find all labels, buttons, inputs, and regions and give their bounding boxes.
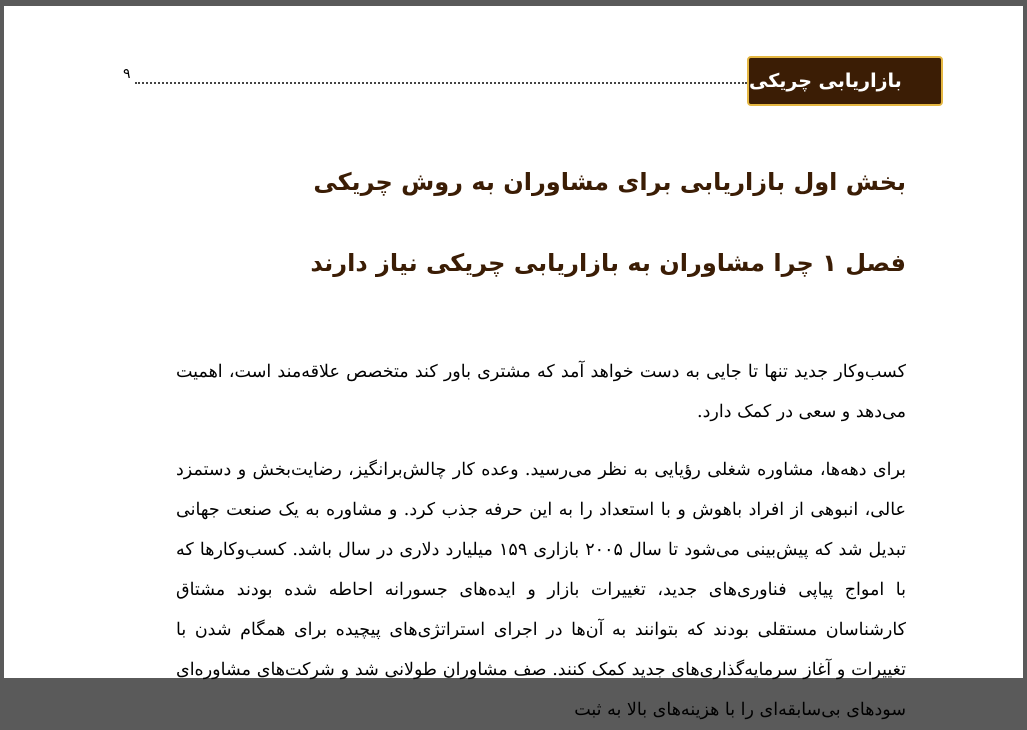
running-header (123, 56, 943, 108)
document-page (4, 6, 1023, 720)
dotted-leader (135, 82, 747, 84)
page-number: ۹ (123, 66, 131, 82)
part-heading: بخش اول بازاریابی برای مشاوران به روش چریکی (313, 168, 906, 196)
paragraph-main: برای دهه‌ها، مشاوره شغلی رؤیایی به نظر می‌رسید. وعده کار چالش‌برانگیز، رضایت‌بخش و دستمزد عالی، انبوهی از افراد باهوش و با استعداد را به این حرفه جذب کرد. و مشاوره به یک صنعت جهانی تبدیل شد که پیش‌بینی می‌شود تا سال ۲۰۰۵ بازاری ۱۵۹ میلیارد دلاری در سال باشد. کسب‌وکارها که با امواج پیاپی فناوری‌های جدید، تغییرات بازار و ایده‌های جسورانه احاطه شده بودند مشتاق کارشناسان مستقلی بودند که بتوانند به آن‌ها در اجرای استراتژی‌های پیچیده برای همگام شدن با تغییرات و آغاز سرمایه‌گذاری‌های جدید کمک کنند. صف مشاوران طولانی شد و شرکت‌های مشاوره‌ای سودهای بی‌سابقه‌ای را با هزینه‌های بالا به ثبت (176, 460, 907, 720)
paragraph-intro: کسب‌وکار جدید تنها تا جایی به دست خواهد آمد که مشتری باور کند متخصص علاقه‌مند است، اهمیت می‌دهد و سعی در کمک دارد. (176, 362, 906, 422)
book-title-badge: بازاریابی چریکی (747, 56, 943, 106)
chapter-heading: فصل ۱ چرا مشاوران به بازاریابی چریکی نیاز دارند (310, 249, 906, 277)
